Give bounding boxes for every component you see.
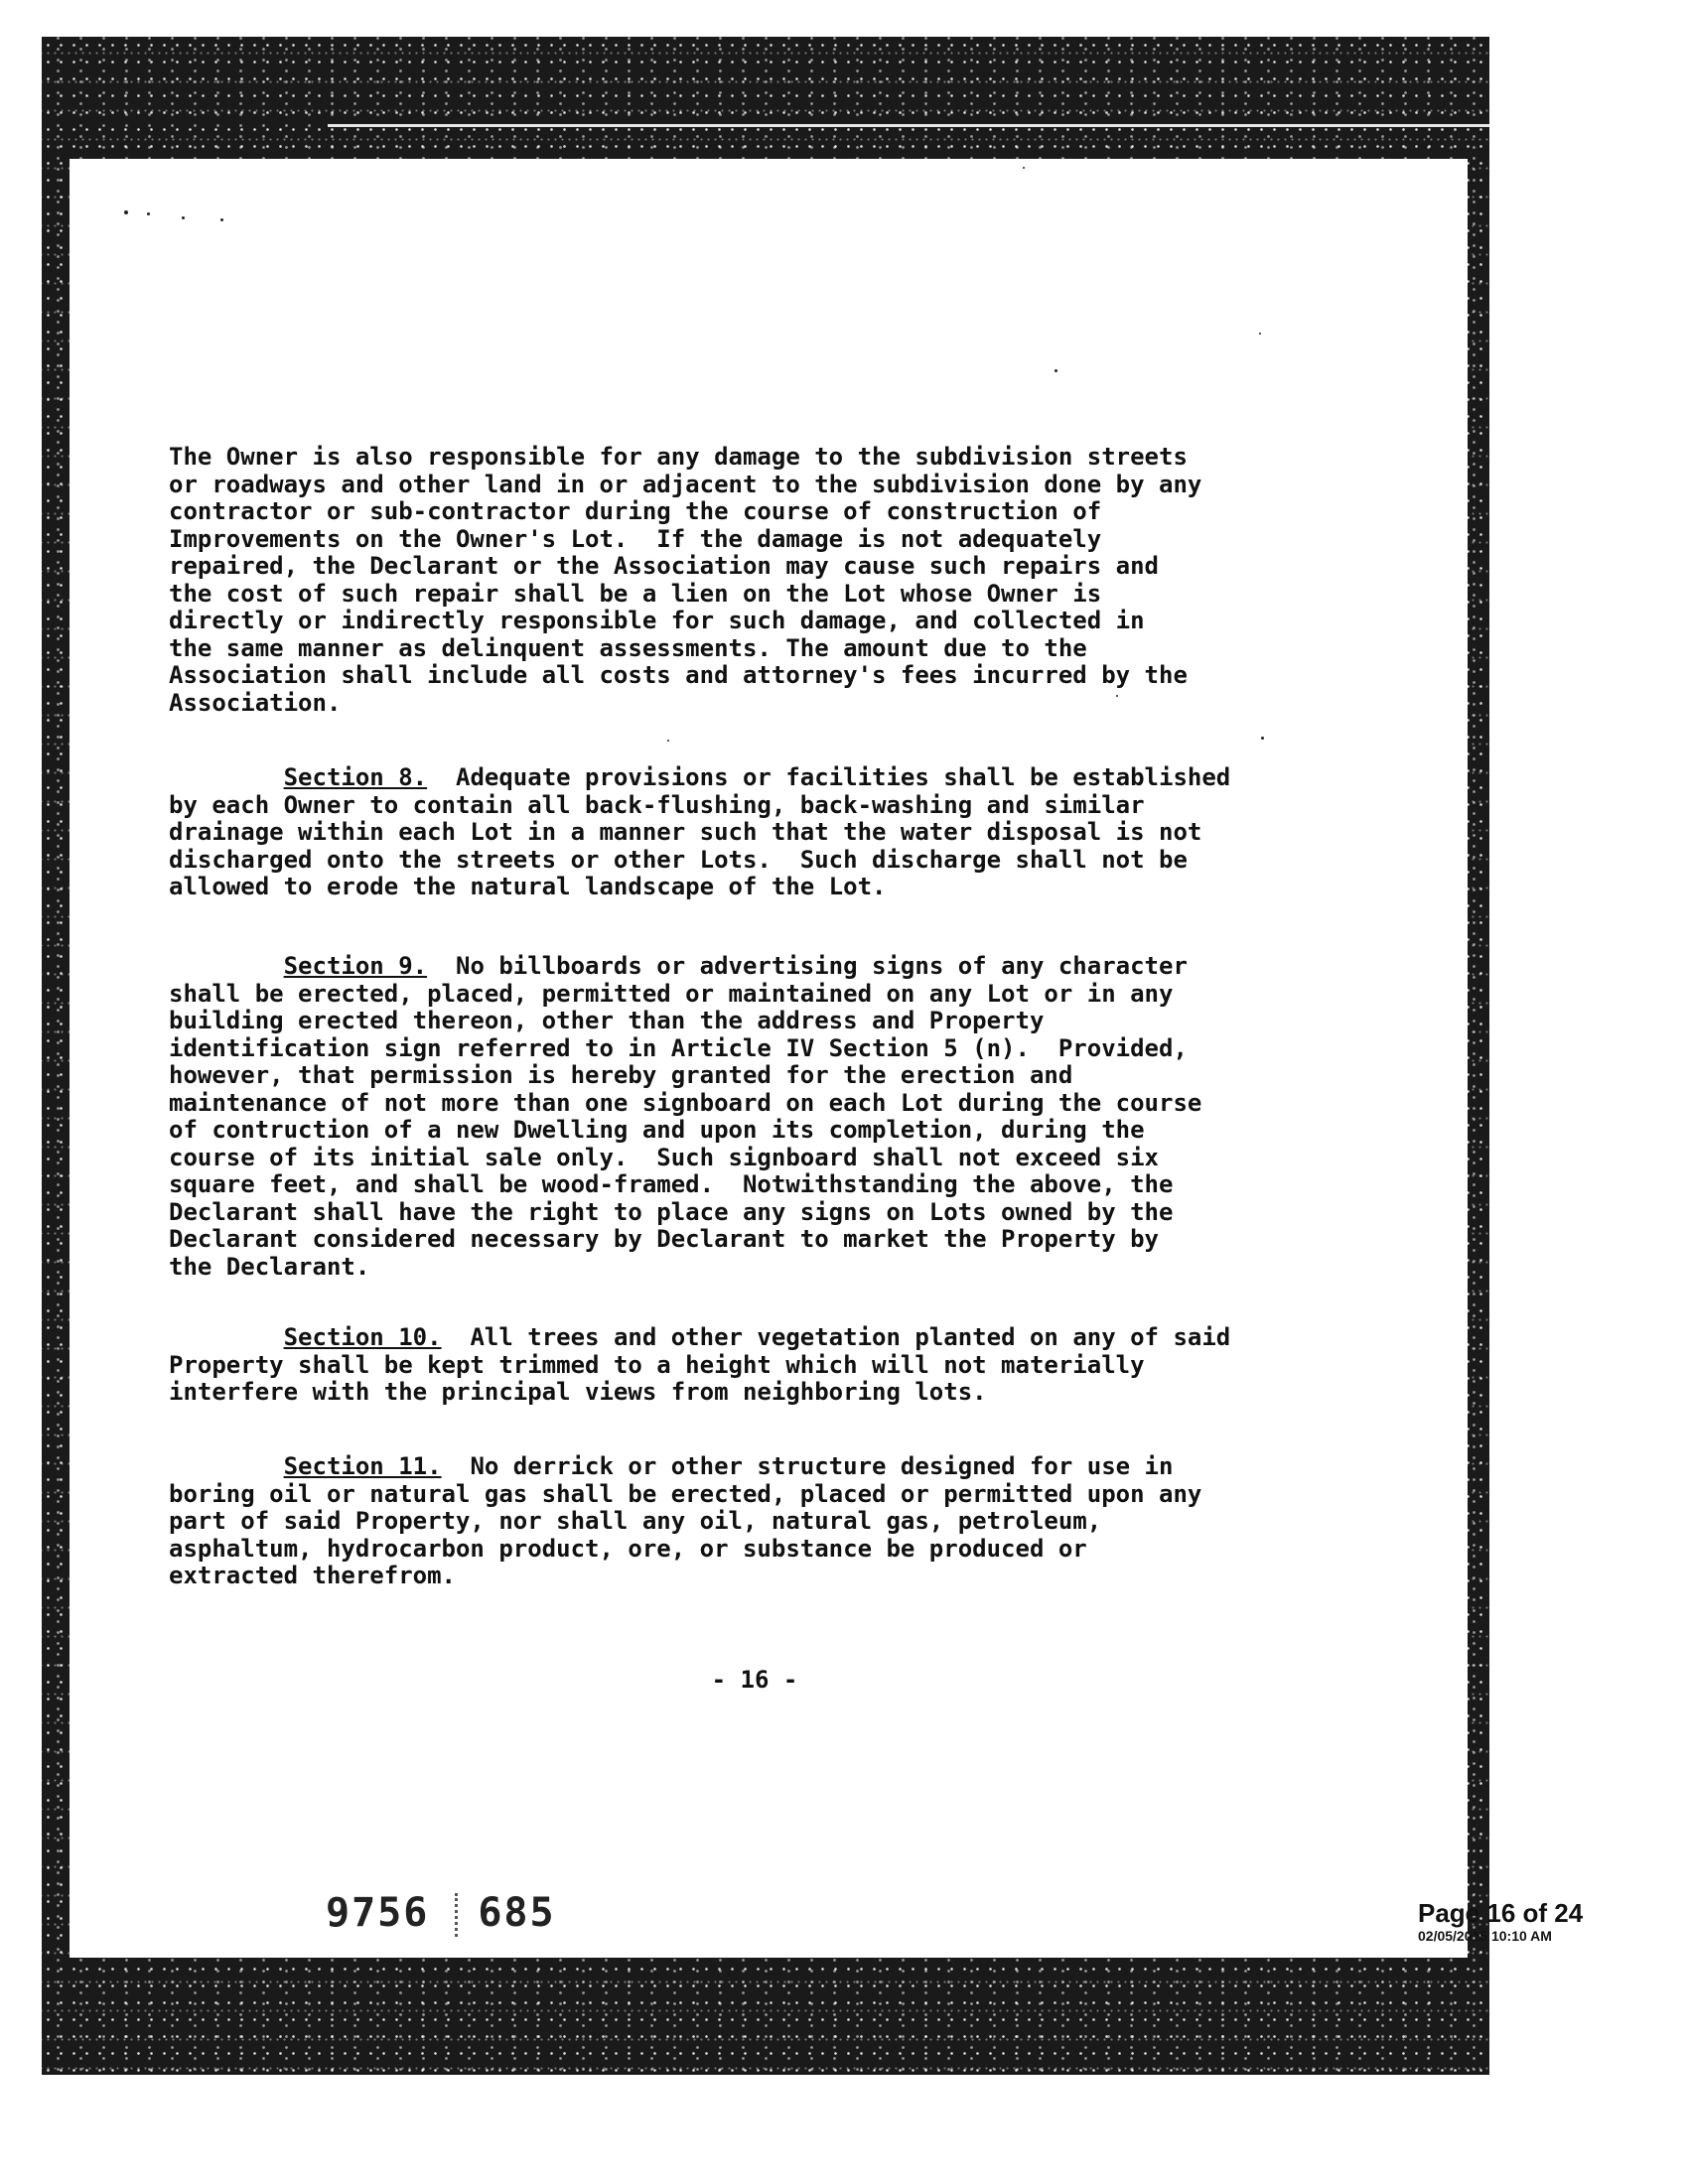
- text-line: square feet, and shall be wood-framed. Notwithstanding the above, the: [169, 1170, 1174, 1198]
- text-line: interfere with the principal views from neighboring lots.: [169, 1378, 987, 1406]
- section-heading: Section 11.: [283, 1452, 442, 1480]
- scan-speck: [1259, 333, 1261, 335]
- text-line: drainage within each Lot in a manner such that the water disposal is not: [169, 818, 1202, 846]
- text-line: Property shall be kept trimmed to a height which will not materially: [169, 1350, 1145, 1379]
- section-heading: Section 9.: [283, 952, 428, 980]
- page-count-stamp: [1418, 1898, 1617, 1944]
- text-line: Association.: [169, 688, 342, 717]
- stamp-timestamp: 02/05/2015 10:10 AM: [1418, 1928, 1552, 1944]
- scan-top-rule: [328, 124, 1489, 127]
- section-heading: Section 8.: [283, 763, 428, 791]
- text-line: contractor or sub-contractor during the course of construction of: [169, 497, 1102, 525]
- text-line: Improvements on the Owner's Lot. If the damage is not adequately: [169, 524, 1102, 553]
- paragraph: [169, 444, 1380, 717]
- text-line: discharged onto the streets or other Lots. Such discharge shall not be: [169, 845, 1188, 874]
- text-line: or roadways and other land in or adjacent to the subdivision done by any: [169, 470, 1202, 498]
- recording-reference: [326, 1890, 556, 1937]
- text-line: boring oil or natural gas shall be erected, placed or permitted upon any: [169, 1479, 1202, 1508]
- paragraph: [169, 764, 1380, 901]
- scan-speck: [1116, 695, 1118, 697]
- text-line: allowed to erode the natural landscape of the Lot.: [169, 873, 887, 900]
- scan-speck: [124, 210, 128, 214]
- text-line: of contruction of a new Dwelling and upon its completion, during the: [169, 1116, 1145, 1144]
- text-line: The Owner is also responsible for any damage to the subdivision streets: [169, 443, 1188, 471]
- text-line: by each Owner to contain all back-flushing, back-washing and similar: [169, 790, 1145, 819]
- text-line: the cost of such repair shall be a lien on the Lot whose Owner is: [169, 579, 1102, 608]
- paragraph: [169, 1324, 1380, 1407]
- text-line: the Declarant.: [169, 1252, 370, 1281]
- text-line: Declarant considered necessary by Declarant to market the Property by: [169, 1225, 1159, 1253]
- text-line: extracted therefrom.: [169, 1562, 456, 1589]
- scan-speck: [1023, 167, 1025, 169]
- text-line: course of its initial sale only. Such signboard shall not exceed six: [169, 1143, 1159, 1171]
- page-number: - 16 -: [711, 1666, 798, 1694]
- scan-speck: [147, 212, 150, 215]
- scan-speck: [667, 740, 669, 742]
- text-line: however, that permission is hereby granted for the erection and: [169, 1061, 1073, 1089]
- text-line: part of said Property, nor shall any oil, natural gas, petroleum,: [169, 1507, 1102, 1535]
- section-heading: Section 10.: [283, 1323, 442, 1351]
- book-page-number: 685: [478, 1890, 556, 1936]
- text-line: Association shall include all costs and attorney's fees incurred by the: [169, 661, 1188, 689]
- text-line: Section 11. No derrick or other structure designed for use in: [283, 1452, 1174, 1480]
- text-line: Declarant shall have the right to place any signs on Lots owned by the: [169, 1197, 1174, 1226]
- text-line: shall be erected, placed, permitted or maintained on any Lot or in any: [169, 979, 1174, 1008]
- page-count-label: Page 16 of 24: [1418, 1898, 1584, 1928]
- book-number: 9756: [326, 1890, 430, 1936]
- text-line: Section 10. All trees and other vegetation planted on any of said: [283, 1323, 1231, 1351]
- scan-speck: [1261, 737, 1264, 740]
- scan-speck: [1055, 369, 1057, 372]
- text-line: maintenance of not more than one signboard on each Lot during the course: [169, 1088, 1202, 1117]
- text-line: identification sign referred to in Article IV Section 5 (n). Provided,: [169, 1033, 1188, 1062]
- binding-perforation: [455, 1893, 462, 1937]
- text-line: asphaltum, hydrocarbon product, ore, or substance be produced or: [169, 1534, 1087, 1563]
- text-line: the same manner as delinquent assessments. The amount due to the: [169, 633, 1087, 662]
- scan-speck: [220, 218, 223, 221]
- text-line: Section 9. No billboards or advertising signs of any character: [283, 952, 1188, 980]
- text-line: repaired, the Declarant or the Association may cause such repairs and: [169, 552, 1159, 580]
- text-line: building erected thereon, other than the address and Property: [169, 1007, 1045, 1034]
- paragraph: [169, 1453, 1380, 1590]
- paragraph: [169, 953, 1380, 1281]
- scan-speck: [182, 216, 185, 219]
- text-line: Section 8. Adequate provisions or facilities shall be established: [283, 763, 1231, 791]
- text-line: directly or indirectly responsible for such damage, and collected in: [169, 607, 1145, 634]
